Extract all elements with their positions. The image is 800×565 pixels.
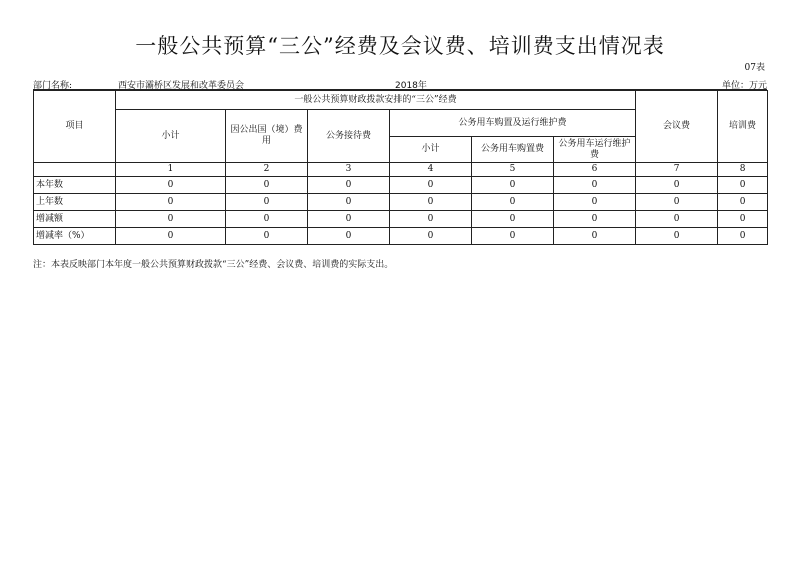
- row-label: 增减率（%）: [34, 228, 116, 245]
- table-row: [34, 194, 768, 211]
- cell-value: 0: [718, 177, 768, 194]
- cell-value: 0: [554, 228, 636, 245]
- column-number: 5: [472, 163, 554, 177]
- header-training: 培训费: [718, 91, 768, 163]
- cell-value: 0: [554, 177, 636, 194]
- column-number: 2: [226, 163, 308, 177]
- table-row: [34, 211, 768, 228]
- column-number: 4: [390, 163, 472, 177]
- column-number: 6: [554, 163, 636, 177]
- cell-value: 0: [226, 194, 308, 211]
- header-vehicle-subtotal: 小计: [390, 137, 472, 163]
- cell-value: 0: [226, 211, 308, 228]
- column-number-blank: [34, 163, 116, 177]
- cell-value: 0: [308, 211, 390, 228]
- header-vehicle-purchase: 公务用车购置费: [472, 137, 554, 163]
- cell-value: 0: [390, 194, 472, 211]
- cell-value: 0: [636, 211, 718, 228]
- cell-value: 0: [472, 194, 554, 211]
- row-label: 本年数: [34, 177, 116, 194]
- column-number: 8: [718, 163, 768, 177]
- cell-value: 0: [554, 194, 636, 211]
- cell-value: 0: [308, 228, 390, 245]
- footnote: 注：本表反映部门本年度一般公共预算财政拨款“三公”经费、会议费、培训费的实际支出。: [33, 260, 394, 270]
- cell-value: 0: [116, 194, 226, 211]
- expenditure-table: [33, 90, 768, 245]
- header-vehicle-group: 公务用车购置及运行维护费: [390, 110, 636, 137]
- page-title: 一般公共预算“三公”经费及会议费、培训费支出情况表: [135, 34, 665, 58]
- column-number-row: [34, 163, 768, 177]
- header-item: 项目: [34, 91, 116, 163]
- table-row: [34, 228, 768, 245]
- header-subtotal: 小计: [116, 110, 226, 163]
- table-number: 07表: [744, 63, 765, 73]
- cell-value: 0: [390, 211, 472, 228]
- cell-value: 0: [718, 228, 768, 245]
- column-number: 7: [636, 163, 718, 177]
- department-label: 部门名称:: [33, 81, 73, 91]
- cell-value: 0: [390, 177, 472, 194]
- column-number: 3: [308, 163, 390, 177]
- cell-value: 0: [636, 194, 718, 211]
- header-reception: 公务接待费: [308, 110, 390, 163]
- report-year: 2018年: [395, 81, 427, 91]
- cell-value: 0: [636, 177, 718, 194]
- cell-value: 0: [308, 194, 390, 211]
- cell-value: 0: [472, 177, 554, 194]
- header-meeting: 会议费: [636, 91, 718, 163]
- header-sangong-group: 一般公共预算财政拨款安排的“三公”经费: [116, 91, 636, 110]
- cell-value: 0: [390, 228, 472, 245]
- cell-value: 0: [472, 228, 554, 245]
- header-vehicle-operation: 公务用车运行维护费: [554, 137, 636, 163]
- header-abroad: 因公出国（境）费用: [226, 110, 308, 163]
- cell-value: 0: [226, 228, 308, 245]
- cell-value: 0: [308, 177, 390, 194]
- cell-value: 0: [636, 228, 718, 245]
- unit-label: 单位：万元: [721, 81, 767, 91]
- cell-value: 0: [226, 177, 308, 194]
- department-name: 西安市灞桥区发展和改革委员会: [118, 81, 245, 91]
- row-label: 上年数: [34, 194, 116, 211]
- header-row-1: [34, 91, 768, 110]
- column-number: 1: [116, 163, 226, 177]
- cell-value: 0: [116, 228, 226, 245]
- cell-value: 0: [116, 211, 226, 228]
- cell-value: 0: [718, 211, 768, 228]
- table-row: [34, 177, 768, 194]
- cell-value: 0: [116, 177, 226, 194]
- row-label: 增减额: [34, 211, 116, 228]
- cell-value: 0: [472, 211, 554, 228]
- cell-value: 0: [554, 211, 636, 228]
- cell-value: 0: [718, 194, 768, 211]
